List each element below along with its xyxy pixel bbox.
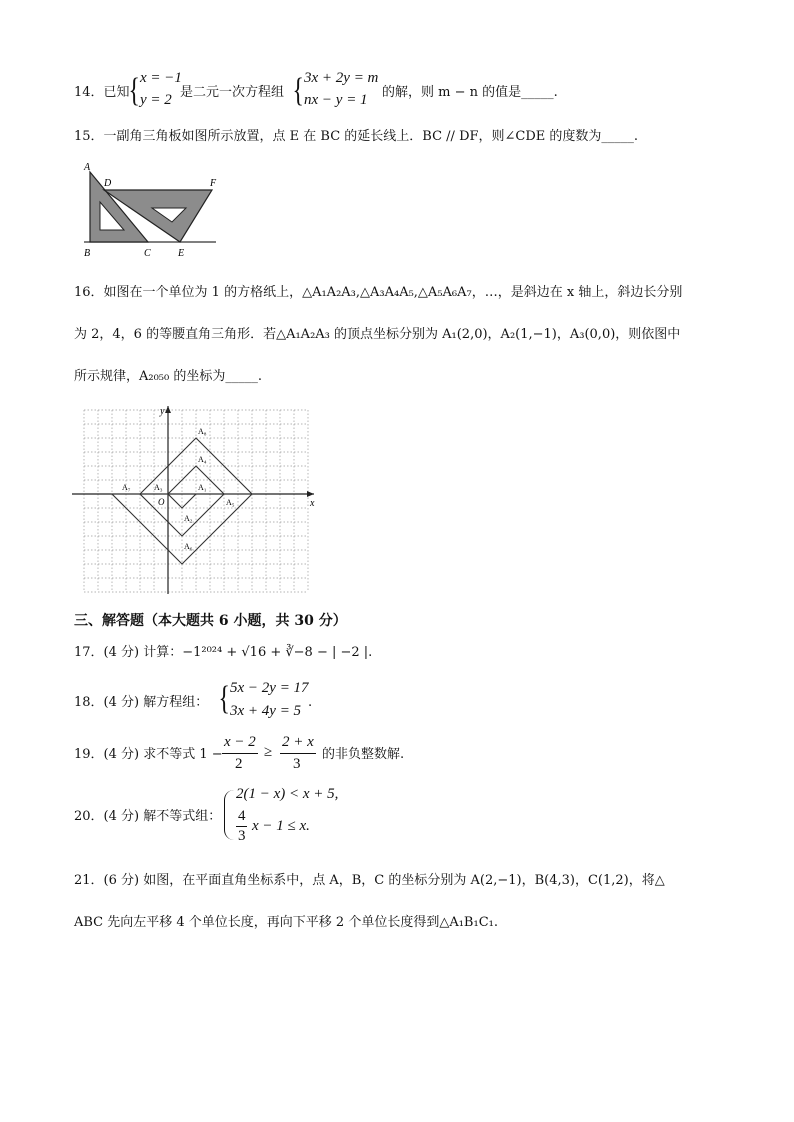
point-A7: A₇ — [122, 483, 131, 492]
q20-brace — [224, 790, 235, 840]
q18-brace: { — [218, 680, 230, 717]
x-axis-label: x — [310, 498, 315, 509]
q17-text: 17．(4 分) 计算：−1²⁰²⁴ + √16 + ∛−8 − | −2 |. — [74, 645, 373, 660]
point-A2: A₂ — [184, 514, 193, 523]
q20-frac-denominator: 3 — [238, 828, 246, 844]
q19-frac2-bar — [280, 753, 316, 754]
q15-triangle-figure — [80, 158, 220, 260]
q20-inequality-1: 2(1 − x) < x + 5, — [236, 786, 339, 802]
q14-sys2-line1: 3x + 2y = m — [304, 70, 379, 86]
q14-sys1-line2: y = 2 — [140, 92, 172, 108]
q14-brace-1: { — [128, 72, 140, 109]
q19-frac1-numerator: x − 2 — [224, 734, 256, 750]
q18-prefix: 18．(4 分) 解方程组： — [74, 695, 209, 710]
q18-equation-1: 5x − 2y = 17 — [230, 680, 309, 696]
point-A5: A₅ — [226, 498, 235, 507]
q21-line1: 21．(6 分) 如图，在平面直角坐标系中，点 A，B，C 的坐标分别为 A(2,−1)，B(4,3)，C(1,2)，将△ — [74, 873, 665, 888]
q20-frac-numerator: 4 — [238, 808, 246, 824]
point-A8: A₈ — [198, 427, 207, 436]
label-D: D — [104, 178, 112, 189]
q19-geq-sign: ≥ — [264, 744, 273, 760]
label-F: F — [210, 178, 217, 189]
q14-tail: 的解，则 m − n 的值是_____. — [382, 85, 558, 100]
q19-suffix: 的非负整数解. — [322, 747, 405, 762]
q18-equation-2: 3x + 4y = 5 — [230, 703, 302, 719]
q20-inequality-2: x − 1 ≤ x. — [252, 818, 310, 834]
label-C: C — [144, 248, 151, 259]
q15-text: 15．一副角三角板如图所示放置，点 E 在 BC 的延长线上．BC // DF，则∠CDE 的度数为_____. — [74, 129, 639, 144]
q19-prefix: 19．(4 分) 求不等式 1 − — [74, 747, 223, 762]
y-axis-label: y — [160, 406, 165, 417]
origin-label: O — [158, 497, 165, 507]
q18-end: . — [308, 695, 313, 710]
label-E: E — [178, 248, 185, 259]
label-A: A — [84, 162, 91, 173]
q14-sys1-line1: x = −1 — [140, 70, 182, 86]
q14-middle-text: 是二元一次方程组 — [180, 85, 285, 100]
q16-line3: 所示规律，A₂₀₅₀ 的坐标为_____. — [74, 369, 262, 384]
section-3-heading: 三、解答题（本大题共 6 小题，共 30 分） — [74, 613, 347, 629]
point-A6: A₆ — [184, 542, 193, 551]
q16-line2: 为 2，4，6 的等腰直角三角形．若△A₁A₂A₃ 的顶点坐标分别为 A₁(2,0)，A₂(1,−1)，A₃(0,0)，则依图中 — [74, 327, 681, 342]
q20-frac-bar — [236, 826, 247, 827]
q14-sys2-line2: nx − y = 1 — [304, 92, 368, 108]
q19-frac1-denominator: 2 — [235, 756, 243, 772]
point-A3: A₃ — [154, 483, 163, 492]
q14-brace-2: { — [292, 72, 304, 109]
point-A1: A₁ — [198, 483, 207, 492]
q19-frac1-bar — [222, 753, 258, 754]
q21-line2: ABC 先向左平移 4 个单位长度，再向下平移 2 个单位长度得到△A₁B₁C₁. — [74, 915, 498, 930]
label-B: B — [84, 248, 91, 259]
q14-number: 14．已知 — [74, 85, 130, 100]
point-A4: A₄ — [198, 455, 207, 464]
q19-frac2-denominator: 3 — [293, 756, 301, 772]
q20-prefix: 20．(4 分) 解不等式组： — [74, 809, 222, 824]
q16-line1: 16．如图在一个单位为 1 的方格纸上，△A₁A₂A₃,△A₃A₄A₅,△A₅A₆A₇，…，是斜边在 x 轴上，斜边长分别 — [74, 285, 683, 300]
q16-grid-figure — [72, 404, 318, 596]
q19-frac2-numerator: 2 + x — [282, 734, 314, 750]
